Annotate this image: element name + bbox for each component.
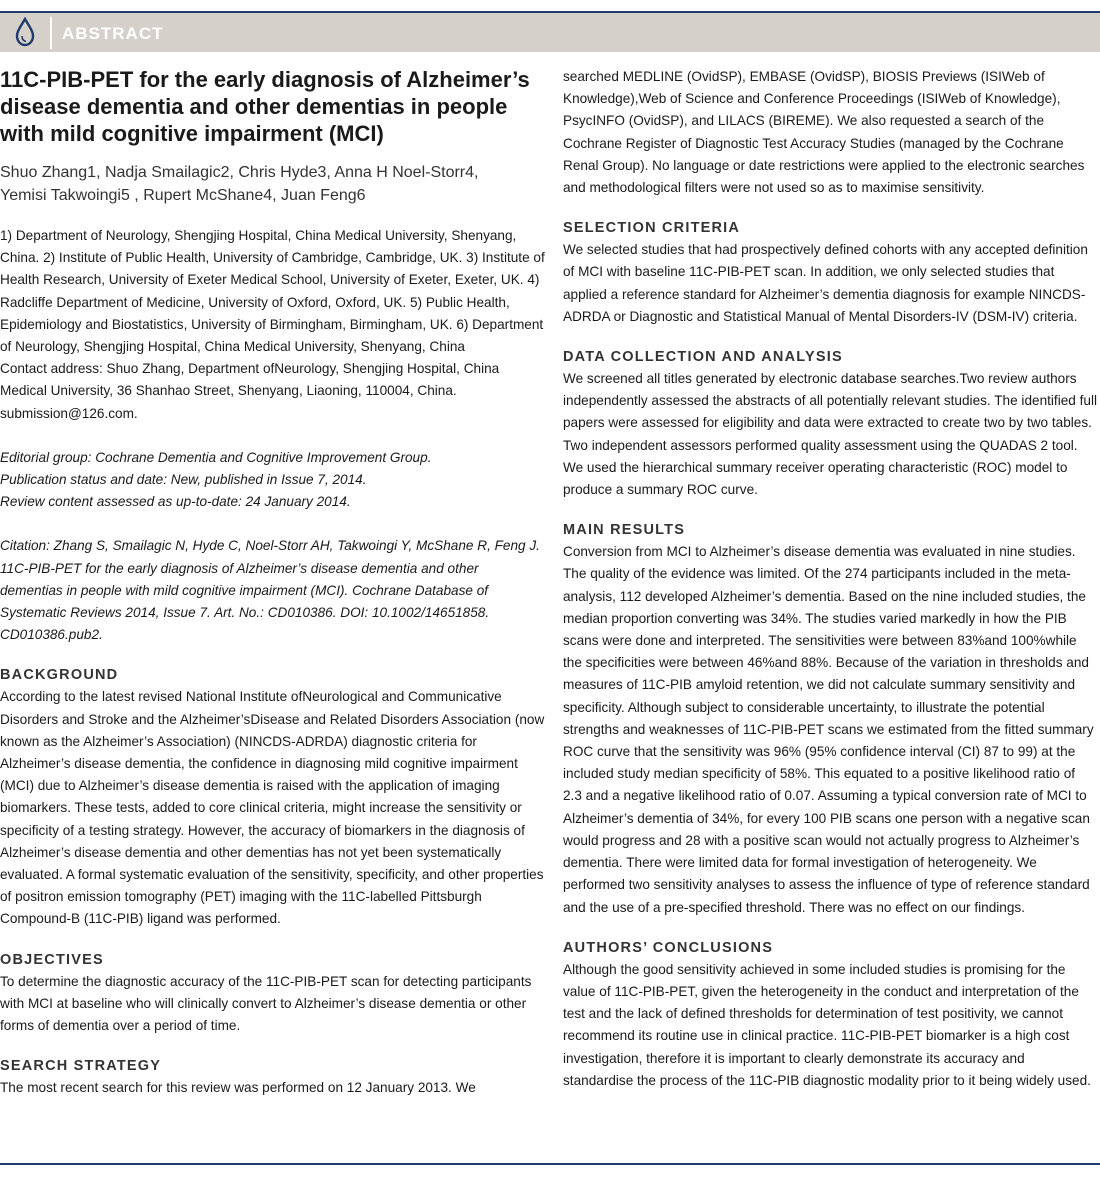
authors-conclusions-text: Although the good sensitivity achieved in some included studies is promising for the value of 11C-PIB-PET, given the heterogeneity in the conduct and interpretation of the test and the lack of defined thresholds for determination of test positivity, we cannot recommend its routine use in clinical practice. 11C-PIB-PET biomarker is a high cost investigation, therefore it is important to clearly demonstrate its accuracy and standardise the process of the 11C-PIB diagnostic modality prior to it being widely used.: [563, 961, 1091, 1088]
search-strategy-text: The most recent search for this review was performed on 12 January 2013. We: [0, 1080, 476, 1096]
authors-conclusions-heading: AUTHORS’ CONCLUSIONS: [563, 939, 774, 956]
author-list: [0, 161, 545, 207]
right-column: [563, 66, 1097, 1092]
review-content-date: Review content assessed as up-to-date: 24 January 2014.: [0, 494, 351, 510]
search-strategy-continued: searched MEDLINE (OvidSP), EMBASE (OvidSP), BIOSIS Previews (ISIWeb of Knowledge),Web of Science and Conference Proceedings (ISIWeb of Knowledge), PsycINFO (OvidSP), and LILACS (BIREME). We also requested a search of the Cochrane Register of Diagnostic Test Accuracy Studies (managed by the Cochrane Renal Group). No language or date restrictions were applied to the electronic searches and methodological filters were not used so as to maximise sensitivity.: [563, 69, 1085, 196]
editorial-group: Editorial group: Cochrane Dementia and Cognitive Improvement Group.: [0, 449, 432, 465]
affiliations: 1) Department of Neurology, Shengjing Hospital, China Medical University, Shenyang, China. 2) Institute of Public Health, University of Cambridge, Cambridge, UK. 3) Institute of Health Research, University of Exeter Medical School, University of Exeter, Exeter, UK. 4) Radcliffe Department of Medicine, University of Oxford, Oxford, UK. 5) Public Health, Epidemiology and Biostatistics, University of Birmingham, Birmingham, UK. 6) Department of Neurology, Shengjing Hospital, China Medical University, Shenyang, China: [0, 228, 545, 355]
background-text: According to the latest revised National Institute ofNeurological and Communicative Disorders and Stroke and the Alzheimer’sDisease and Related Disorders Association (now known as the Alzheimer’s Association) (NINCDS-ADRDA) diagnostic criteria for Alzheimer’s disease dementia, the confidence in diagnosing mild cognitive impairment (MCI) due to Alzheimer’s disease dementia is raised with the application of imaging biomarkers. These tests, added to core clinical criteria, might increase the sensitivity or specificity of a testing strategy. However, the accuracy of biomarkers in the diagnosis of Alzheimer’s disease dementia and other dementias has not yet been systematically evaluated. A formal systematic evaluation of the sensitivity, specificity, and other properties of positron emission tomography (PET) imaging with the 11C-labelled Pittsburgh Compound-B (11C-PIB) ligand was performed.: [0, 689, 545, 927]
publication-status: Publication status and date: New, published in Issue 7, 2014.: [0, 472, 367, 488]
citation: Citation: Zhang S, Smailagic N, Hyde C, Noel-Storr AH, Takwoingi Y, McShane R, Feng J. 11C-PIB-PET for the early diagnosis of Alzheimer’s disease dementia and other dementias in people with mild cognitive impairment (MCI). Cochrane Database of Systematic Reviews 2014, Issue 7. Art. No.: CD010386. DOI: 10.1002/14651858. CD010386.pub2.: [0, 538, 540, 643]
left-column: [0, 66, 545, 1100]
authors-line-1: Shuo Zhang1, Nadja Smailagic2, Chris Hyde3, Anna H Noel-Storr4,: [0, 164, 479, 181]
band-divider: [50, 17, 52, 49]
authors-line-2: Yemisi Takwoingi5 , Rupert McShane4, Juan Feng6: [0, 187, 366, 204]
background-heading: BACKGROUND: [0, 667, 119, 684]
cochrane-drop-icon: [10, 16, 40, 48]
section-label: ABSTRACT: [62, 24, 164, 43]
objectives-text: To determine the diagnostic accuracy of the 11C-PIB-PET scan for detecting participants with MCI at baseline who will clinically convert to Alzheimer’s disease dementia or other forms of dementia over a period of time.: [0, 973, 532, 1034]
bottom-rule: [0, 1163, 1100, 1165]
selection-criteria-text: We selected studies that had prospectively defined cohorts with any accepted definition of MCI with baseline 11C-PIB-PET scan. In addition, we only selected studies that applied a reference standard for Alzheimer’s dementia diagnosis for example NINCDS-ADRDA or Diagnostic and Statistical Manual of Mental Disorders-IV (DSM-IV) criteria.: [563, 242, 1088, 324]
data-collection-text: We screened all titles generated by electronic database searches.Two review authors independently assessed the abstracts of all potentially relevant studies. The identified full papers were assessed for eligibility and data were extracted to create two by two tables. Two independent assessors performed quality assessment using the QUADAS 2 tool. We used the hierarchical summary receiver operating characteristic (ROC) model to produce a summary ROC curve.: [563, 371, 1098, 498]
search-strategy-heading: SEARCH STRATEGY: [0, 1058, 162, 1075]
objectives-heading: OBJECTIVES: [0, 951, 104, 968]
contact-address: Contact address: Shuo Zhang, Department ofNeurology, Shengjing Hospital, China Medical University, 36 Shanhao Street, Shenyang, Liaoning, 110004, China. submission@126.com.: [0, 361, 500, 421]
header-band: [0, 13, 1100, 52]
main-results-heading: MAIN RESULTS: [563, 522, 686, 539]
main-results-text: Conversion from MCI to Alzheimer’s disease dementia was evaluated in nine studies. The quality of the evidence was limited. Of the 274 participants included in the meta-analysis, 112 developed Alzheimer’s dementia. Based on the nine included studies, the median proportion converting was 34%. The studies varied markedly in how the PIB scans were done and interpreted. The sensitivities were between 83%and 100%while the specificities were between 46%and 88%. Because of the variation in thresholds and measures of 11C-PIB amyloid retention, we did not calculate summary sensitivity and specificity. Although subject to considerable uncertainty, to illustrate the potential strengths and weaknesses of 11C-PIB-PET scans we estimated from the fitted summary ROC curve that the sensitivity was 96% (95% confidence interval (CI) 87 to 99) at the included study median specificity of 58%. This equated to a positive likelihood ratio of 2.3 and a negative likelihood ratio of 0.07. Assuming a typical conversion rate of MCI to Alzheimer’s dementia of 34%, for every 100 PIB scans one person with a negative scan would progress and 28 with a positive scan would not actually progress to Alzheimer’s dementia. There were limited data for formal investigation of heterogeneity. We performed two sensitivity analyses to assess the influence of type of reference standard and the use of a pre-specified threshold. There was no effect on our findings.: [563, 544, 1094, 915]
selection-criteria-heading: SELECTION CRITERIA: [563, 220, 741, 237]
data-collection-heading: DATA COLLECTION AND ANALYSIS: [563, 349, 843, 366]
article-title: 11C-PIB-PET for the early diagnosis of Alzheimer’s disease dementia and other dementias in people with mild cognitive impairment (MCI): [0, 67, 530, 146]
